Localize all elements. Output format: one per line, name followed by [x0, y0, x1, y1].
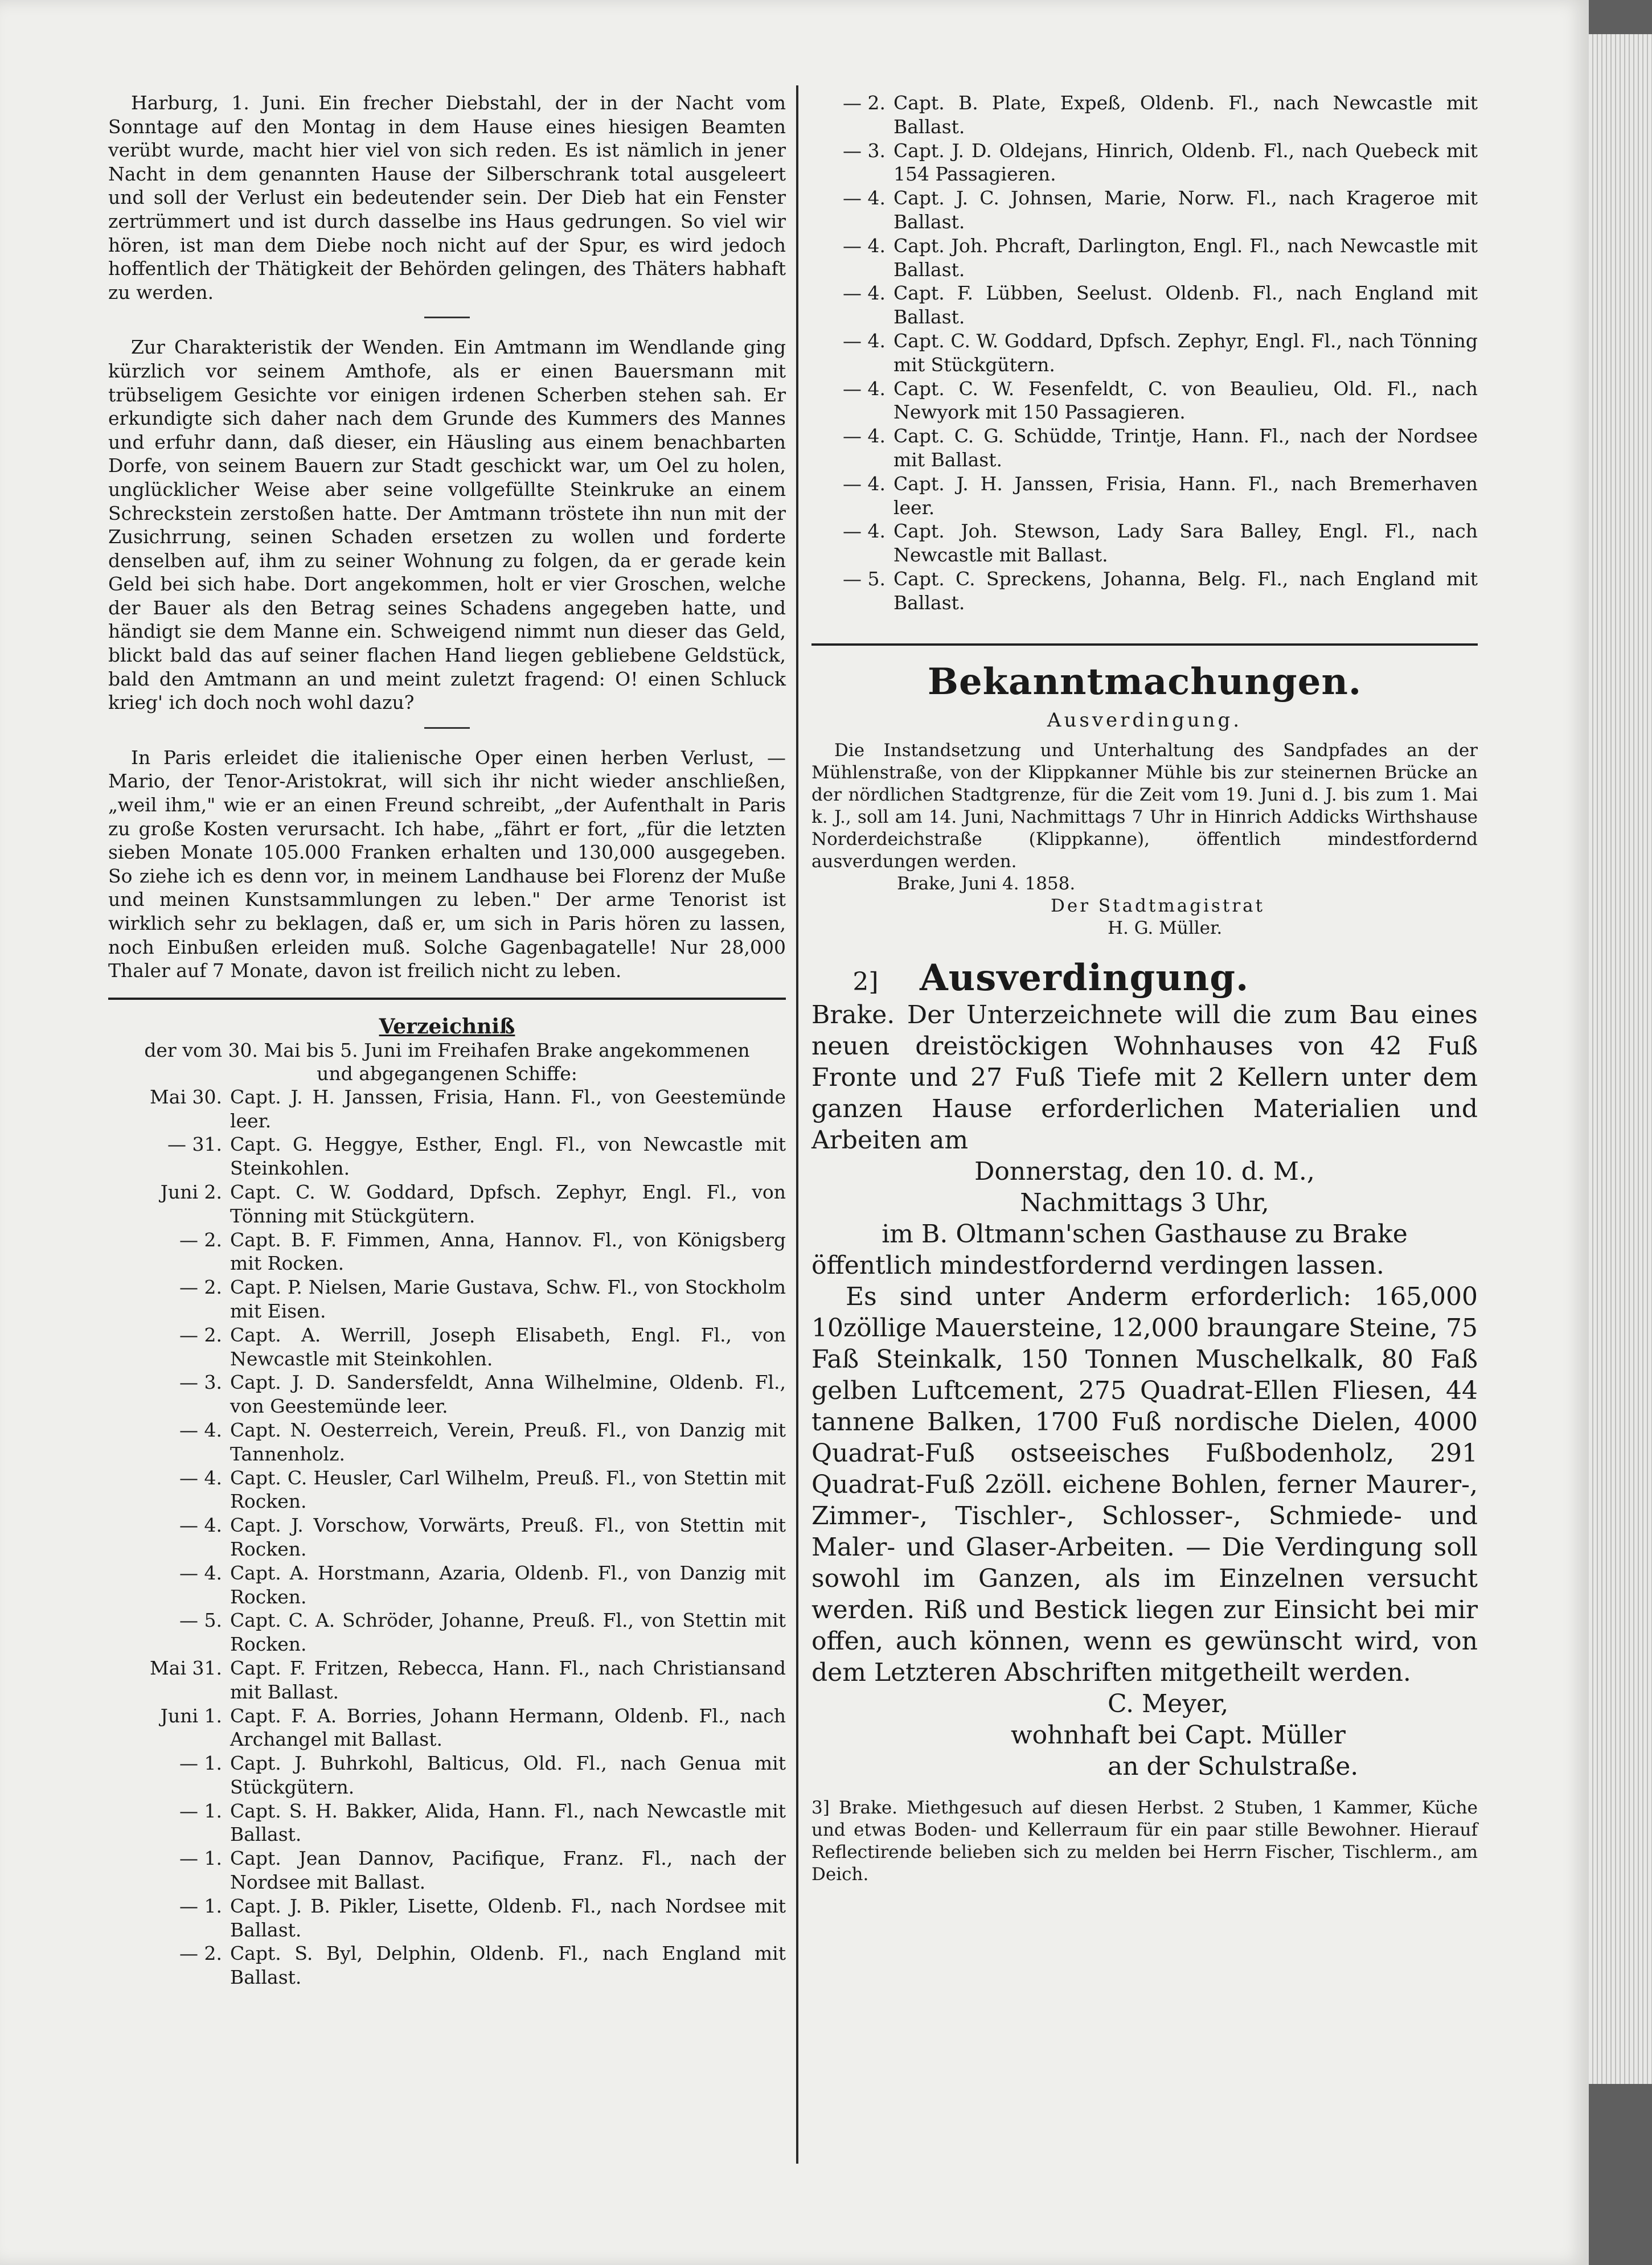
ship-text: Capt. S. H. Bakker, Alida, Hann. Fl., nach Newcastle mit Ballast. — [230, 1799, 786, 1846]
ad-3-notice: 3] Brake. Miethgesuch auf diesen Herbst. 2 Stuben, 1 Kammer, Küche und etwas Boden- und Kellerraum für ein paar stille Bewohner. Hierauf Reflectirende belieben sich zu melden bei Herrn Fischer, Tischlerm., am Deich. — [811, 1797, 1478, 1885]
ship-entry — [108, 1323, 786, 1371]
ship-date: — 2. — [179, 1942, 222, 1965]
ship-date: — 4. — [843, 520, 886, 543]
ship-text: Capt. P. Nielsen, Marie Gustava, Schw. Fl., von Stockholm mit Eisen. — [230, 1276, 786, 1322]
ship-date: Mai 31. — [150, 1656, 222, 1679]
ship-text: Capt. G. Heggye, Esther, Engl. Fl., von Newcastle mit Steinkohlen. — [230, 1133, 786, 1180]
ship-text: Capt. B. Plate, Expeß, Oldenb. Fl., nach Newcastle mit Ballast. — [893, 92, 1478, 138]
ship-entry — [811, 91, 1478, 139]
ship-date: — 4. — [179, 1418, 222, 1441]
ship-text: Capt. J. C. Johnsen, Marie, Norw. Fl., nach Krageroe mit Ballast. — [893, 187, 1478, 233]
ship-date: — 2. — [843, 92, 886, 114]
ship-entry — [108, 1228, 786, 1276]
ship-text: Capt. F. Fritzen, Rebecca, Hann. Fl., nach Christiansand mit Ballast. — [230, 1656, 786, 1703]
ship-date: — 5. — [179, 1609, 222, 1632]
ship-text: Capt. F. Lübben, Seelust. Oldenb. Fl., nach England mit Ballast. — [893, 282, 1478, 329]
article-harburg: Harburg, 1. Juni. Ein frecher Diebstahl, der in der Nacht vom Sonntage auf den Montag in dem Hause eines hiesigen Beamten verübt wurde, macht hier viel von sich reden. Es ist nämlich in jener Nacht in dem genannten Hause der Silberschrank total ausgeleert und soll der Verlust ein bedeutender sein. Der Dieb hat ein Fenster zertrümmert und ist durch dasselbe ins Haus gedrungen. So viel wir hören, ist man dem Diebe noch nicht auf der Spur, es wird jedoch hoffentlich der Thätigkeit der Behörden gelingen, des Thäters habhaft zu werden. — [108, 92, 786, 303]
ship-text: Capt. J. D. Sandersfeldt, Anna Wilhelmine, Oldenb. Fl., von Geestemünde leer. — [230, 1371, 786, 1418]
notice-place-date: Brake, Juni 4. 1858. — [897, 873, 1076, 894]
ship-text: Capt. N. Oesterreich, Verein, Preuß. Fl., von Danzig mit Tannenholz. — [230, 1418, 786, 1465]
notice-signatory: Der Stadtmagistrat — [1051, 895, 1265, 916]
ship-text: Capt. C. G. Schüdde, Trintje, Hann. Fl., nach der Nordsee mit Ballast. — [893, 425, 1478, 471]
ship-entry — [811, 424, 1478, 472]
notice-title: Ausverdingung. — [1047, 708, 1243, 732]
book-page-edges — [1589, 34, 1652, 2084]
ship-entry — [811, 377, 1478, 425]
ship-date: — 4. — [179, 1514, 222, 1537]
ad-number: 2] — [852, 967, 879, 996]
ship-text: Capt. A. Horstmann, Azaria, Oldenb. Fl., von Danzig mit Rocken. — [230, 1561, 786, 1608]
ship-entry — [811, 234, 1478, 282]
ship-date: — 4. — [843, 425, 886, 448]
ship-list-right — [811, 91, 1478, 615]
column-rule — [796, 85, 798, 2164]
ship-text: Capt. C. Heusler, Carl Wilhelm, Preuß. Fl., von Stettin mit Rocken. — [230, 1466, 786, 1513]
ship-text: Capt. J. H. Janssen, Frisia, Hann. Fl., von Geestemünde leer. — [230, 1085, 786, 1132]
ship-entry — [108, 1418, 786, 1466]
ad-2-address: wohnhaft bei Capt. Müller — [1011, 1720, 1346, 1750]
ship-text: Capt. C. W. Goddard, Dpfsch. Zephyr, Engl. Fl., von Tönning mit Stückgütern. — [230, 1180, 786, 1227]
ship-entry — [811, 139, 1478, 187]
ship-text: Capt. A. Werrill, Joseph Elisabeth, Engl. Fl., von Newcastle mit Steinkohlen. — [230, 1323, 786, 1370]
ship-entry — [108, 1942, 786, 1989]
ad-2-heading — [811, 957, 1478, 999]
ship-entry — [108, 1799, 786, 1847]
ship-date: — 4. — [843, 377, 886, 400]
ship-text: Capt. C. Spreckens, Johanna, Belg. Fl., nach England mit Ballast. — [893, 567, 1478, 614]
ship-entry — [811, 186, 1478, 234]
ship-date: — 1. — [179, 1847, 222, 1870]
ship-text: Capt. Jean Dannov, Pacifique, Franz. Fl., nach der Nordsee mit Ballast. — [230, 1847, 786, 1894]
ship-entry — [811, 519, 1478, 567]
ship-date: — 4. — [843, 187, 886, 210]
ship-list-left — [108, 1085, 786, 1989]
ship-entry — [108, 1180, 786, 1228]
ship-entry — [108, 1132, 786, 1180]
article-separator — [424, 317, 470, 318]
ship-text: Capt. C. A. Schröder, Johanne, Preuß. Fl., von Stettin mit Rocken. — [230, 1609, 786, 1656]
article-wenden: Zur Charakteristik der Wenden. Ein Amtmann im Wendlande ging kürzlich vor seinem Amthofe, als er einen Bauersmann mit trübseligem Gesichte vor einigen irdenen Scherben stehen sah. Er erkundigte sich daher nach dem Grunde des Kummers des Mannes und erfuhr dann, daß dieser, ein Häusling aus einem benachbarten Dorfe, von seinem Bauern zur Stadt geschickt war, um Oel zu holen, unglücklicher Weise aber seine vollgefüllte Steinkruke an einem Schreckstein zerstoßen hatte. Der Amtmann tröstete ihn nun mit der Zusichrrung, seinen Schaden ersetzen zu wollen und forderte denselben auf, ihm zu seiner Wohnung zu folgen, da er gerade kein Geld bei sich habe. Dort angekommen, holt er vier Groschen, welche der Bauer als den Betrag seines Schadens angegeben hatte, und händigt sie dem Manne ein. Schweigend nimmt nun dieser das Geld, blickt bald das auf seiner flachen Hand liegen gebliebene Geldstück, bald den Amtmann an und meint zuletzt fragend: O! einen Schluck krieg' ich doch noch wohl dazu? — [108, 336, 786, 714]
ship-date: — 4. — [843, 282, 886, 305]
ship-date: — 31. — [167, 1133, 222, 1156]
ad-2-location: im B. Oltmann'schen Gasthause zu Brake — [882, 1219, 1408, 1249]
ship-entry — [108, 1894, 786, 1942]
ship-list-subtitle: der vom 30. Mai bis 5. Juni im Freihafen Brake angekommenen — [144, 1039, 750, 1061]
ship-entry — [108, 1656, 786, 1704]
ship-entry — [108, 1704, 786, 1752]
ship-text: Capt. F. A. Borries, Johann Hermann, Oldenb. Fl., nach Archangel mit Ballast. — [230, 1704, 786, 1751]
ship-entry — [811, 281, 1478, 329]
ship-date: — 2. — [179, 1228, 222, 1251]
ship-date: — 4. — [843, 234, 886, 257]
left-column — [108, 91, 786, 1989]
ship-entry — [108, 1085, 786, 1133]
ship-text: Capt. C. W. Fesenfeldt, C. von Beaulieu, Old. Fl., nach Newyork mit 150 Passagieren. — [893, 377, 1478, 424]
ship-date: — 1. — [179, 1752, 222, 1775]
ship-date: — 4. — [179, 1466, 222, 1489]
ad-2-date: Donnerstag, den 10. d. M., — [974, 1156, 1315, 1186]
ship-entry — [108, 1275, 786, 1323]
ad-title: Ausverdingung. — [920, 956, 1249, 999]
ship-date: — 3. — [843, 139, 886, 162]
ad-2-time: Nachmittags 3 Uhr, — [1020, 1188, 1269, 1217]
ship-text: Capt. C. W. Goddard, Dpfsch. Zephyr, Engl. Fl., nach Tönning mit Stückgütern. — [893, 329, 1478, 376]
ship-date: — 1. — [179, 1799, 222, 1822]
ad-2-signature: C. Meyer, — [1108, 1689, 1229, 1718]
notice-signatory-name: H. G. Müller. — [1108, 917, 1223, 938]
ship-list-subtitle-2: und abgegangenen Schiffe: — [317, 1062, 577, 1085]
ship-entry — [108, 1561, 786, 1609]
ad-2-street: an der Schulstraße. — [1108, 1751, 1359, 1781]
ship-text: Capt. S. Byl, Delphin, Oldenb. Fl., nach England mit Ballast. — [230, 1942, 786, 1989]
ad-2-materials: Es sind unter Anderm erforderlich: 165,000 10zöllige Mauersteine, 12,000 braungare Steine, 75 Faß Steinkalk, 150 Tonnen Muschelkalk, 80 Faß gelben Luftcement, 275 Quadrat-Ellen Fliesen, 44 tannene Balken, 1700 Fuß nordische Dielen, 4000 Quadrat-Fuß ostseeisches Fußbodenholz, 291 Quadrat-Fuß 2zöll. eichene Bohlen, ferner Maurer-, Zimmer-, Tischler-, Schlosser-, Schmiede- und Maler- und Glaser-Arbeiten. — Die Verdingung soll sowohl im Ganzen, als im Einzelnen versucht werden. Riß und Bestick liegen zur Einsicht bei mir offen, auch können, wenn es gewünscht wird, von dem Letzteren Abschriften mitgetheilt werden. — [811, 1282, 1478, 1687]
notice-body: Die Instandsetzung und Unterhaltung des Sandpfades an der Mühlenstraße, von der Klippkanner Mühle bis zur steinernen Brücke an der nördlichen Stadtgrenze, für die Zeit vom 19. Juni d. J. bis zum 1. Mai k. J., soll am 14. Juni, Nachmittags 7 Uhr in Hinrich Addicks Wirthshause Norderdeichstraße (Klippkanne), öffentlich mindestfordernd ausverdungen werden. — [811, 740, 1478, 872]
ship-date: Mai 30. — [150, 1085, 222, 1108]
ship-entry — [811, 329, 1478, 377]
ship-text: Capt. J. Vorschow, Vorwärts, Preuß. Fl., von Stettin mit Rocken. — [230, 1514, 786, 1560]
ship-list-title: Verzeichniß — [379, 1014, 515, 1039]
ship-date: — 4. — [843, 329, 886, 352]
ship-text: Capt. Joh. Phcraft, Darlington, Engl. Fl., nach Newcastle mit Ballast. — [893, 234, 1478, 281]
ship-entry — [108, 1513, 786, 1561]
ship-date: — 5. — [843, 567, 886, 590]
ship-entry — [811, 567, 1478, 615]
ad-2-intro: Brake. Der Unterzeichnete will die zum Bau eines neuen dreistöckigen Wohnhauses von 42 Fuß Fronte und 27 Fuß Tiefe mit 2 Kellern unter dem ganzen Hause erforderlichen Materialien und Arbeiten am — [811, 1000, 1478, 1155]
ship-date: — 4. — [179, 1561, 222, 1584]
ship-date: — 1. — [179, 1894, 222, 1917]
ship-date: — 4. — [843, 472, 886, 495]
ship-entry — [108, 1847, 786, 1894]
section-rule — [811, 643, 1478, 646]
ship-date: — 3. — [179, 1371, 222, 1394]
ship-date: — 2. — [179, 1323, 222, 1346]
ship-entry — [811, 472, 1478, 520]
right-column — [811, 91, 1478, 1886]
ship-entry — [108, 1466, 786, 1514]
ship-text: Capt. J. Buhrkohl, Balticus, Old. Fl., nach Genua mit Stückgütern. — [230, 1752, 786, 1798]
ship-entry — [108, 1609, 786, 1656]
ship-date: Juni 2. — [160, 1180, 222, 1203]
ship-date: — 2. — [179, 1276, 222, 1299]
announcements-heading: Bekanntmachungen. — [927, 660, 1362, 703]
ship-text: Capt. Joh. Stewson, Lady Sara Balley, Engl. Fl., nach Newcastle mit Ballast. — [893, 520, 1478, 567]
ad-2-verdingen: öffentlich mindestfordernd verdingen lassen. — [811, 1250, 1384, 1280]
ship-text: Capt. J. D. Oldejans, Hinrich, Oldenb. Fl., nach Quebeck mit 154 Passagieren. — [893, 139, 1478, 186]
ship-entry — [108, 1751, 786, 1799]
article-separator — [424, 727, 470, 729]
ship-entry — [108, 1371, 786, 1418]
article-paris: In Paris erleidet die italienische Oper einen herben Verlust, — Mario, der Tenor-Aristokrat, will sich ihr nicht wieder anschließen, „weil ihm," wie er an einen Freund schreibt, „der Aufenthalt in Paris zu große Kosten verursacht. Ich habe, „fährt er fort, „für die letzten sieben Monate 105.000 Franken erhalten und 130,000 ausgegeben. So ziehe ich es denn vor, in meinem Landhause bei Florenz der Muße und meinen Kunstsammlungen zu leben." Der arme Tenorist ist wirklich sehr zu beklagen, daß er, um sich in Paris hören zu lassen, noch Einbußen erleiden muß. Solche Gagenbagatelle! Nur 28,000 Thaler auf 7 Monate, davon ist freilich nicht zu leben. — [108, 746, 786, 982]
ship-text: Capt. J. H. Janssen, Frisia, Hann. Fl., nach Bremerhaven leer. — [893, 472, 1478, 519]
ship-date: Juni 1. — [160, 1704, 222, 1727]
section-rule — [108, 998, 786, 1000]
ship-text: Capt. J. B. Pikler, Lisette, Oldenb. Fl., nach Nordsee mit Ballast. — [230, 1894, 786, 1941]
ship-text: Capt. B. F. Fimmen, Anna, Hannov. Fl., von Königsberg mit Rocken. — [230, 1228, 786, 1275]
